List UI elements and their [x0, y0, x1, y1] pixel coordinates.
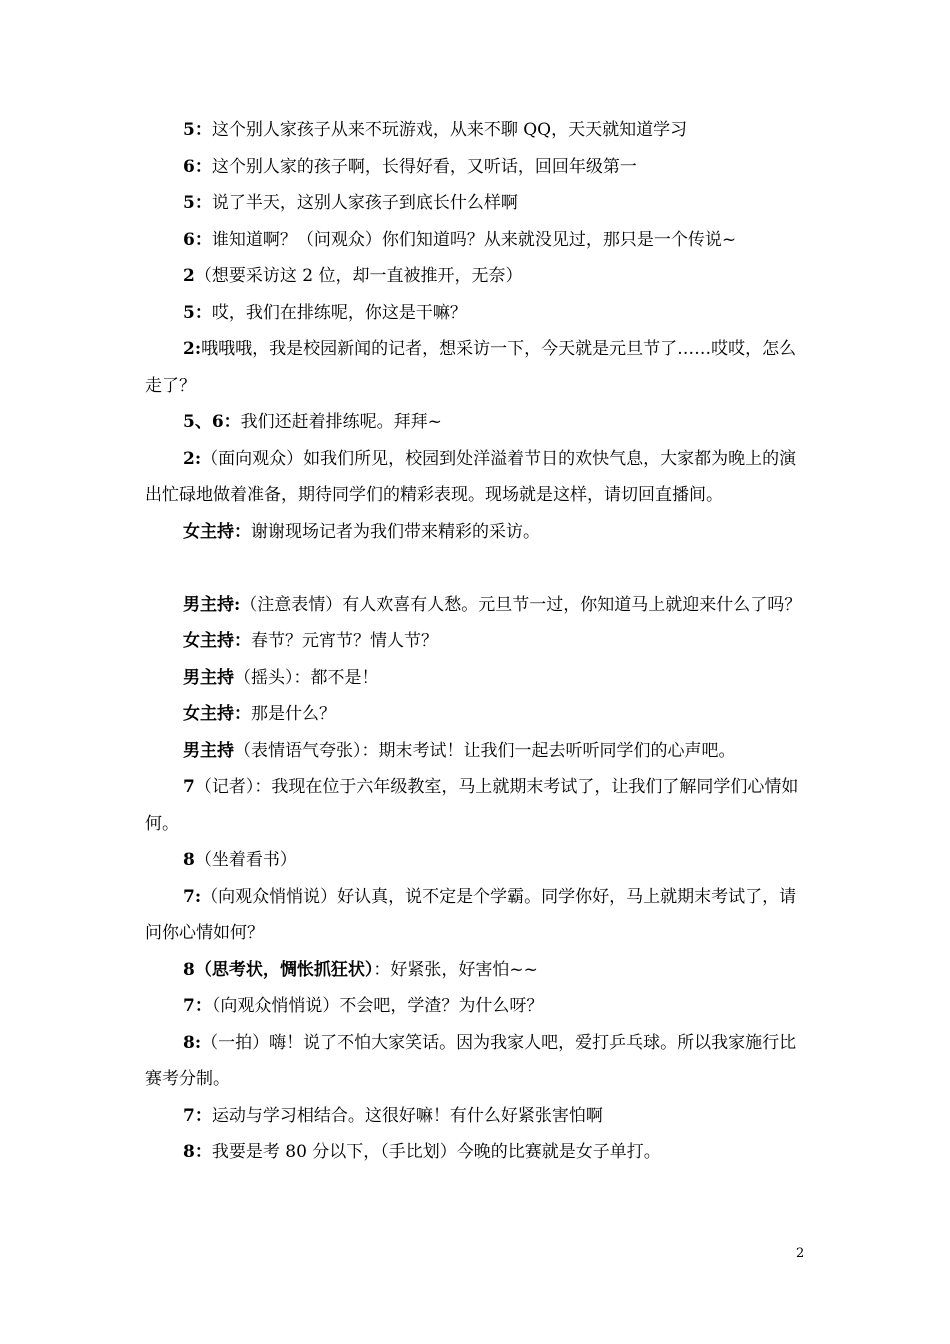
line-text: （记者）：我现在位于六年级教室，马上就期末考试了，让我们了解同学们心情如何。	[145, 777, 799, 834]
speaker: 5、6：	[183, 412, 241, 432]
line-text: 这个别人家孩子从来不玩游戏，从来不聊 QQ，天天就知道学习	[211, 120, 688, 140]
speaker: 7：	[183, 996, 212, 1016]
speaker: 6：	[183, 229, 212, 250]
line-text: （坐着看书）	[194, 850, 297, 870]
dialogue-line	[145, 441, 808, 514]
speaker: 5：	[183, 193, 212, 213]
line-text: 我们还赶着排练呢。拜拜~	[240, 412, 442, 432]
dialogue-line	[145, 1134, 808, 1171]
dialogue-line	[145, 149, 808, 186]
line-text: 这个别人家的孩子啊，长得好看，又听话，回回年级第一	[211, 156, 637, 177]
dialogue-line	[145, 733, 808, 770]
speaker: 8：	[183, 1142, 212, 1162]
dialogue-line	[145, 331, 808, 404]
line-text: 谁知道啊？（问观众）你们知道吗？从来就没见过，那只是一个传说~	[211, 229, 737, 250]
line-text: 运动与学习相结合。这很好嘛！有什么好紧张害怕啊	[211, 1105, 603, 1126]
dialogue-line	[145, 295, 808, 332]
dialogue-line	[145, 1098, 808, 1135]
dialogue-line	[145, 1025, 808, 1098]
line-text: （表情语气夸张）：期末考试！让我们一起去听听同学们的心声吧。	[234, 740, 736, 761]
speaker: 女主持：	[183, 704, 251, 724]
stage-direction	[145, 258, 808, 295]
speaker: 8:	[183, 1032, 202, 1053]
line-text: （想要采访这 2 位，却一直被推开，无奈）	[194, 266, 523, 286]
speaker: 男主持	[183, 667, 234, 688]
dialogue-line	[145, 514, 808, 551]
speaker: 2:	[183, 339, 202, 359]
line-text: （注意表情）有人欢喜有人愁。元旦节一过，你知道马上就迎来什么了吗？	[240, 594, 802, 615]
line-text: （向观众悄悄说）好认真，说不定是个学霸。同学你好，马上就期末考试了，请问你心情如何？	[145, 886, 797, 943]
speaker: 男主持	[183, 740, 234, 761]
dialogue-line	[145, 769, 808, 842]
dialogue-line	[145, 185, 808, 222]
dialogue-line	[145, 696, 808, 733]
dialogue-line	[145, 988, 808, 1025]
dialogue-line	[145, 623, 808, 660]
dialogue-line	[145, 404, 808, 441]
speaker: 5：	[183, 120, 212, 140]
speaker: 8（思考状，惆怅抓狂状）	[183, 959, 374, 980]
speaker: 女主持：	[183, 521, 251, 542]
speaker: 5：	[183, 302, 212, 323]
line-text: 哎，我们在排练呢，你这是干嘛？	[211, 302, 467, 323]
line-text: 那是什么？	[251, 704, 336, 724]
line-text: ：好紧张，好害怕~~	[373, 959, 538, 980]
dialogue-line	[145, 112, 808, 149]
line-text: 说了半天，这别人家孩子到底长什么样啊	[211, 193, 518, 213]
line-text: （向观众悄悄说）不会吧，学渣？为什么呀？	[211, 996, 544, 1016]
page-number: 2	[796, 1246, 805, 1261]
line-text: （一拍）嗨！说了不怕大家笑话。因为我家人吧，爱打乒乓球。所以我家施行比赛考分制。	[145, 1032, 797, 1089]
line-text: 哦哦哦，我是校园新闻的记者，想采访一下，今天就是元旦节了……哎哎，怎么走了？	[145, 339, 797, 396]
speaker: 女主持：	[183, 631, 251, 651]
speaker: 7：	[183, 1105, 212, 1126]
dialogue-line	[145, 879, 808, 952]
speaker: 8	[183, 850, 195, 870]
line-text: （面向观众）如我们所见，校园到处洋溢着节日的欢快气息，大家都为晚上的演出忙碌地做着准备，期待同学们的精彩表现。现场就是这样，请切回直播间。	[145, 448, 797, 505]
stage-direction	[145, 842, 808, 879]
line-text: （摇头）：都不是！	[234, 667, 379, 688]
line-text: 谢谢现场记者为我们带来精彩的采访。	[251, 521, 540, 542]
line-text: 春节？元宵节？情人节？	[251, 631, 438, 651]
dialogue-line	[145, 222, 808, 259]
speaker: 男主持:	[183, 594, 241, 615]
dialogue-line	[145, 660, 808, 697]
speaker: 7	[183, 777, 195, 797]
speaker: 2:	[183, 448, 202, 469]
speaker: 7:	[183, 886, 202, 907]
line-text: 我要是考 80 分以下，（手比划）今晚的比赛就是女子单打。	[211, 1142, 661, 1162]
script-body	[145, 112, 808, 1171]
speaker: 6：	[183, 156, 212, 177]
blank-line	[145, 550, 808, 587]
speaker: 2	[183, 266, 195, 286]
dialogue-line	[145, 587, 808, 624]
dialogue-line	[145, 952, 808, 989]
